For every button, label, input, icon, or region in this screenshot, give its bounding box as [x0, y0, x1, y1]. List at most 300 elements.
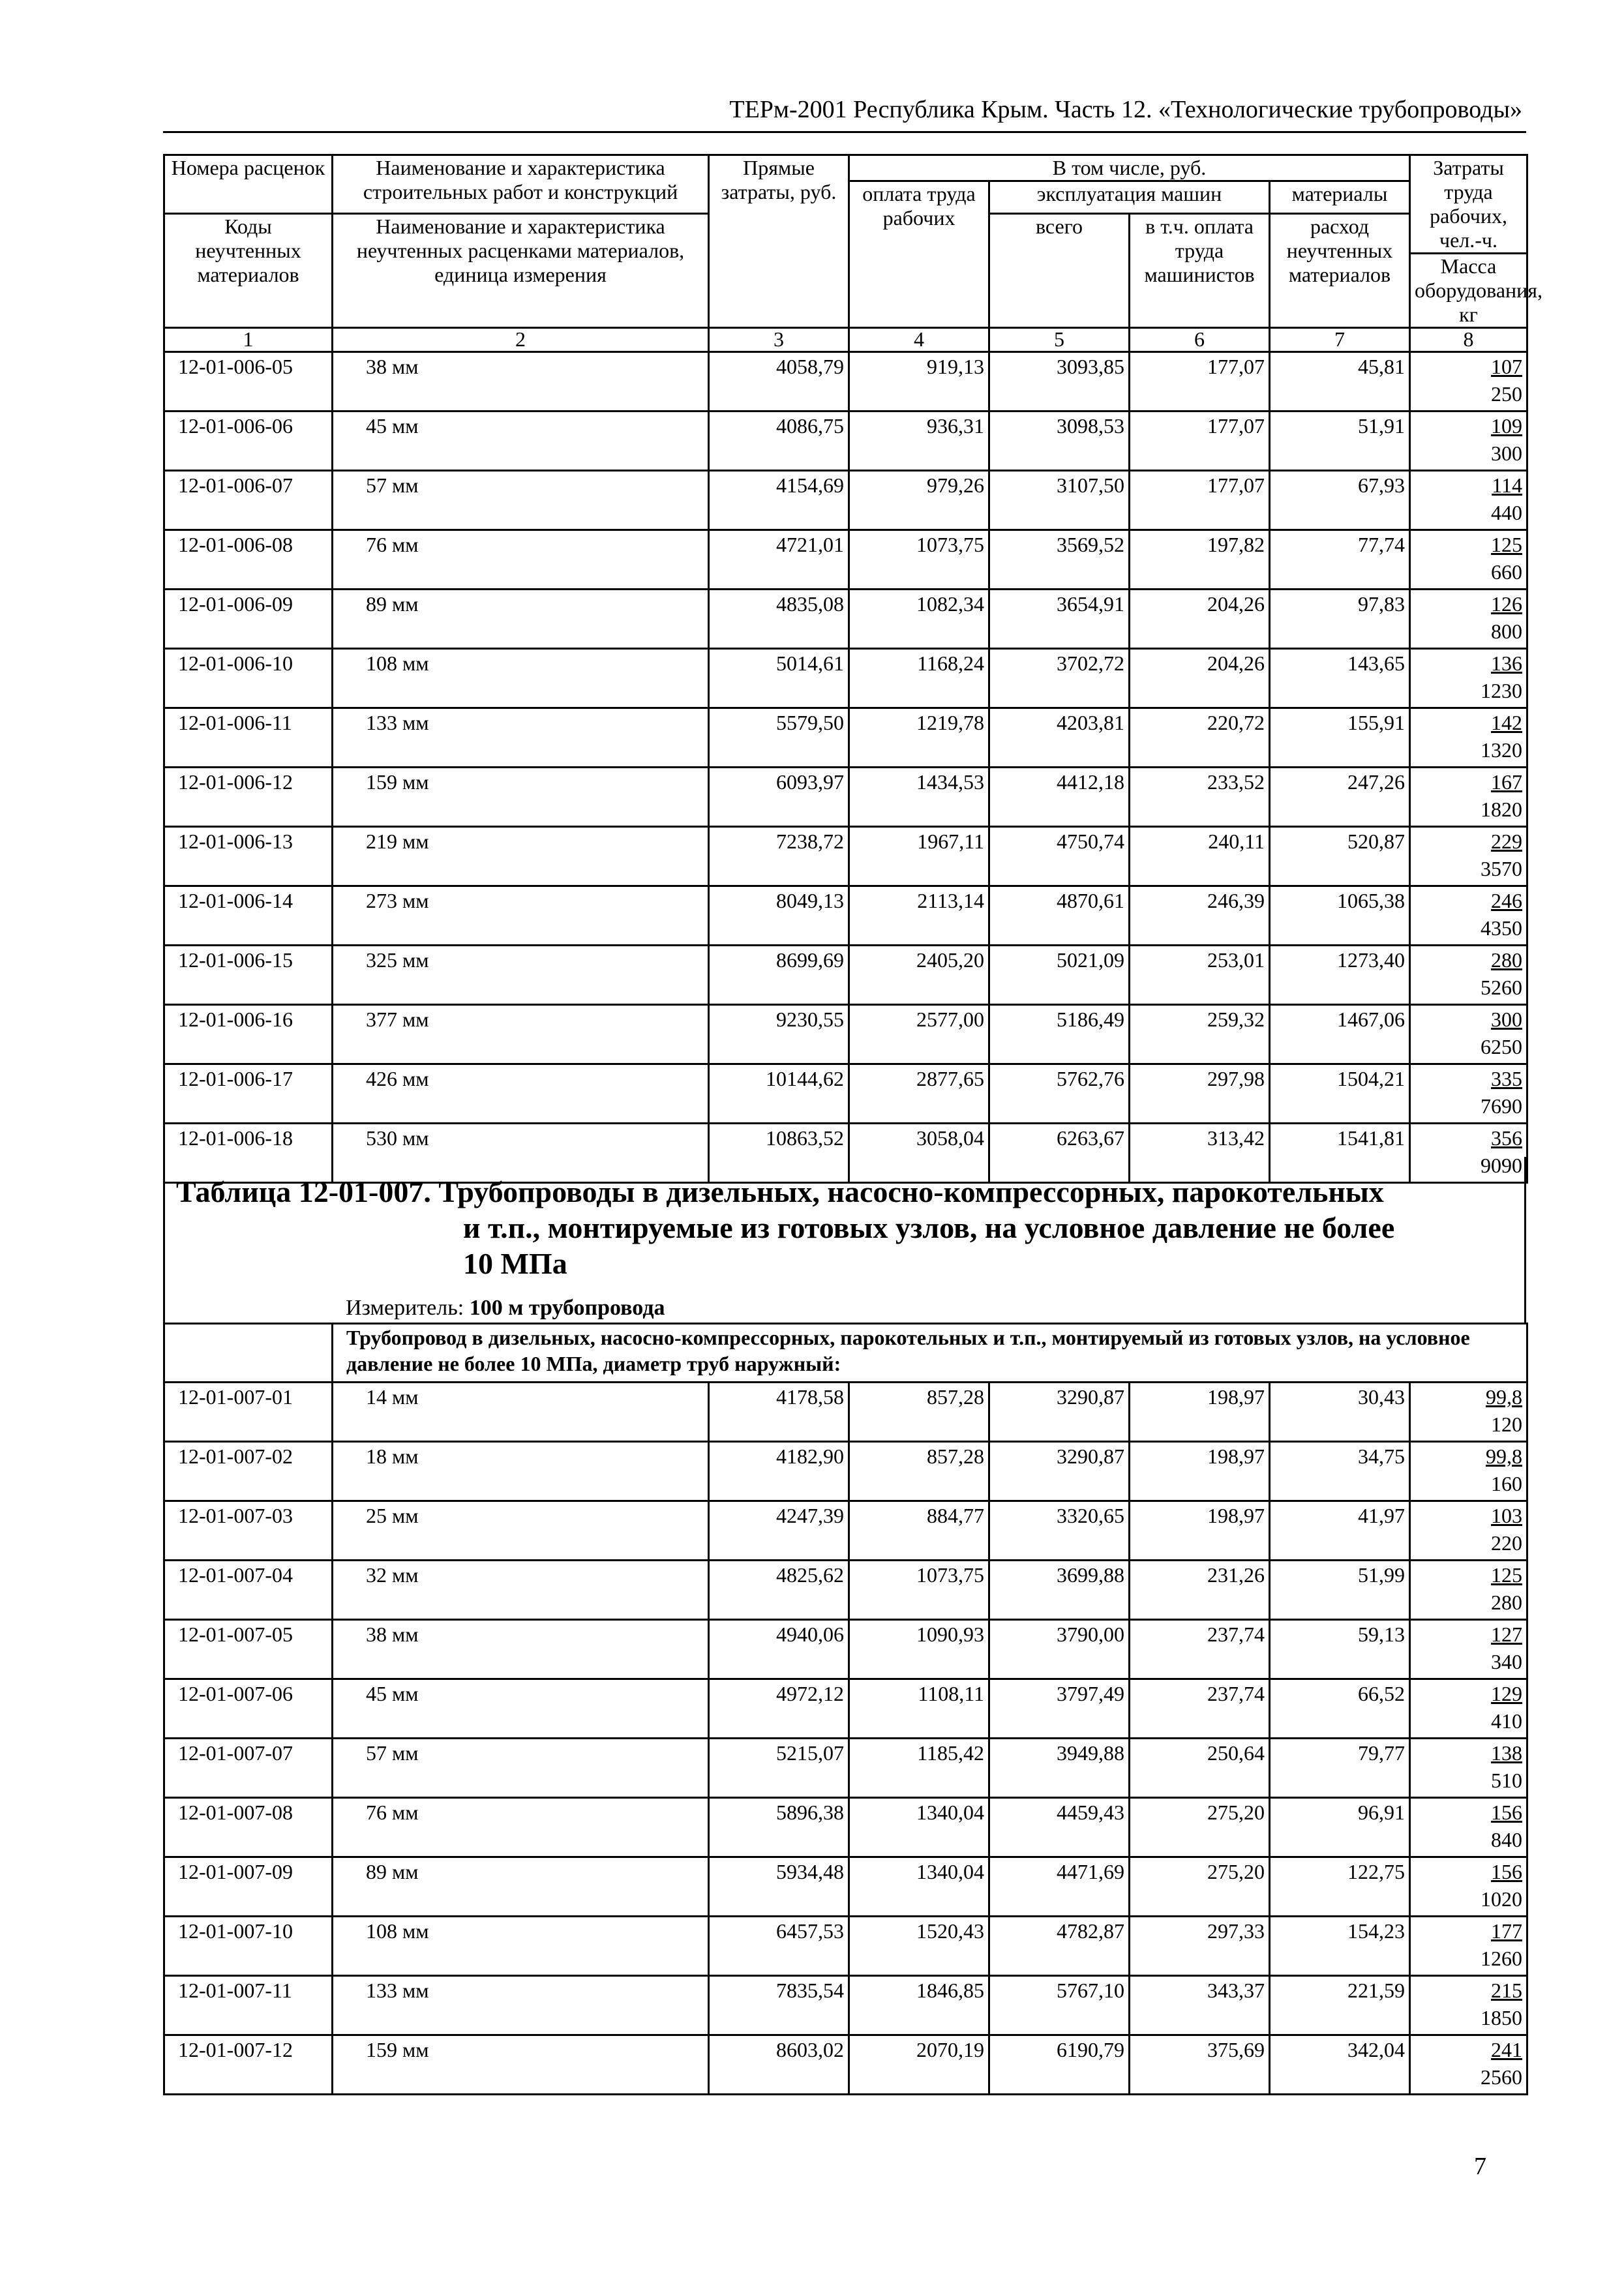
rate-code: 12-01-007-12: [164, 2035, 333, 2095]
labor-hours: 107: [1491, 355, 1523, 378]
col-number: 5: [989, 328, 1130, 352]
worker-pay: 2877,65: [849, 1064, 989, 1124]
equipment-mass: 440: [1491, 501, 1523, 524]
col-labor-hours-header: Затраты труда рабочих, чел.-ч.: [1410, 155, 1527, 254]
rate-code: 12-01-006-06: [164, 411, 333, 471]
operator-pay: 253,01: [1130, 946, 1270, 1005]
worker-pay: 2577,00: [849, 1005, 989, 1064]
equipment-mass: 800: [1491, 620, 1523, 643]
direct-costs: 5896,38: [709, 1798, 849, 1857]
direct-costs: 10863,52: [709, 1124, 849, 1183]
hours-and-mass: [1410, 1383, 1527, 1442]
worker-pay: 1219,78: [849, 708, 989, 768]
labor-hours: 167: [1491, 770, 1523, 794]
col-machines-total-header: всего: [989, 213, 1130, 328]
rate-code: 12-01-007-05: [164, 1620, 333, 1679]
item-name: 57 мм: [333, 1739, 709, 1798]
hours-and-mass: [1410, 1857, 1527, 1917]
rate-code: 12-01-007-07: [164, 1739, 333, 1798]
equipment-mass: 1850: [1481, 2006, 1523, 2029]
direct-costs: 4972,12: [709, 1679, 849, 1739]
item-name: 32 мм: [333, 1561, 709, 1620]
operator-pay: 297,98: [1130, 1064, 1270, 1124]
rate-code: 12-01-007-11: [164, 1976, 333, 2035]
worker-pay: 2405,20: [849, 946, 989, 1005]
worker-pay: 1168,24: [849, 649, 989, 708]
material-usage: 34,75: [1270, 1442, 1410, 1501]
hours-and-mass: [1410, 411, 1527, 471]
labor-hours: 136: [1491, 651, 1523, 675]
material-usage: 41,97: [1270, 1501, 1410, 1561]
item-name: 38 мм: [333, 1620, 709, 1679]
item-name: 108 мм: [333, 649, 709, 708]
equipment-mass: 160: [1491, 1472, 1523, 1495]
worker-pay: 919,13: [849, 352, 989, 411]
table-row: [164, 1857, 1527, 1917]
machines-total: 3797,49: [989, 1679, 1130, 1739]
table-1-body: [164, 352, 1527, 1183]
direct-costs: 4086,75: [709, 411, 849, 471]
table-row: [164, 768, 1527, 827]
section-title: [176, 1174, 1513, 1281]
table-row: [164, 1798, 1527, 1857]
rate-code: 12-01-006-07: [164, 471, 333, 530]
hours-and-mass: [1410, 1442, 1527, 1501]
hours-and-mass: [1410, 768, 1527, 827]
material-usage: 1541,81: [1270, 1124, 1410, 1183]
operator-pay: 233,52: [1130, 768, 1270, 827]
item-name: 57 мм: [333, 471, 709, 530]
operator-pay: 313,42: [1130, 1124, 1270, 1183]
machines-total: 4459,43: [989, 1798, 1130, 1857]
material-usage: 143,65: [1270, 649, 1410, 708]
direct-costs: 4247,39: [709, 1501, 849, 1561]
hours-and-mass: [1410, 1561, 1527, 1620]
table-row: [164, 1620, 1527, 1679]
labor-hours: 129: [1491, 1682, 1523, 1705]
equipment-mass: 340: [1491, 1650, 1523, 1673]
direct-costs: 5215,07: [709, 1739, 849, 1798]
equipment-mass: 5260: [1481, 976, 1523, 999]
worker-pay: 979,26: [849, 471, 989, 530]
machines-total: 5767,10: [989, 1976, 1130, 2035]
measure-label: Измеритель:: [346, 1296, 464, 1320]
rate-code: 12-01-007-03: [164, 1501, 333, 1561]
measure-unit: [346, 1295, 665, 1321]
machines-total: 3569,52: [989, 530, 1130, 590]
direct-costs: 4721,01: [709, 530, 849, 590]
direct-costs: 5579,50: [709, 708, 849, 768]
equipment-mass: 300: [1491, 441, 1523, 465]
operator-pay: 198,97: [1130, 1501, 1270, 1561]
table-row: [164, 590, 1527, 649]
hours-and-mass: [1410, 590, 1527, 649]
equipment-mass: 120: [1491, 1413, 1523, 1436]
equipment-mass: 1260: [1481, 1947, 1523, 1970]
labor-hours: 127: [1491, 1623, 1523, 1646]
material-usage: 79,77: [1270, 1739, 1410, 1798]
material-usage: 247,26: [1270, 768, 1410, 827]
col-work-name-header: Наименование и характеристика строительных работ и конструкций: [333, 155, 709, 214]
labor-hours: 99,8: [1486, 1385, 1523, 1409]
table-row: [164, 1383, 1527, 1442]
operator-pay: 231,26: [1130, 1561, 1270, 1620]
hours-and-mass: [1410, 649, 1527, 708]
machines-total: 3654,91: [989, 590, 1130, 649]
direct-costs: 9230,55: [709, 1005, 849, 1064]
equipment-mass: 4350: [1481, 916, 1523, 940]
direct-costs: 4825,62: [709, 1561, 849, 1620]
item-name: 133 мм: [333, 1976, 709, 2035]
col-rate-numbers-header: Номера расценок: [164, 155, 333, 214]
machines-total: 4471,69: [989, 1857, 1130, 1917]
labor-hours: 356: [1491, 1126, 1523, 1150]
equipment-mass: 1230: [1481, 679, 1523, 702]
equipment-mass: 280: [1491, 1591, 1523, 1614]
operator-pay: 250,64: [1130, 1739, 1270, 1798]
operator-pay: 177,07: [1130, 411, 1270, 471]
item-name: 325 мм: [333, 946, 709, 1005]
worker-pay: 1340,04: [849, 1857, 989, 1917]
item-name: 219 мм: [333, 827, 709, 886]
machines-total: 3790,00: [989, 1620, 1130, 1679]
material-usage: 66,52: [1270, 1679, 1410, 1739]
table-row: [164, 352, 1527, 411]
labor-hours: 241: [1491, 2038, 1523, 2061]
table-row: [164, 471, 1527, 530]
table-row: [164, 1501, 1527, 1561]
operator-pay: 177,07: [1130, 471, 1270, 530]
operator-pay: 375,69: [1130, 2035, 1270, 2095]
material-usage: 45,81: [1270, 352, 1410, 411]
hours-and-mass: [1410, 827, 1527, 886]
direct-costs: 4154,69: [709, 471, 849, 530]
table-row: [164, 827, 1527, 886]
group-code-cell: [164, 1324, 333, 1383]
col-number: 8: [1410, 328, 1527, 352]
labor-hours: 335: [1491, 1067, 1523, 1090]
table-row: [164, 649, 1527, 708]
machines-total: 5762,76: [989, 1064, 1130, 1124]
material-usage: 67,93: [1270, 471, 1410, 530]
material-usage: 342,04: [1270, 2035, 1410, 2095]
rate-code: 12-01-006-10: [164, 649, 333, 708]
operator-pay: 237,74: [1130, 1620, 1270, 1679]
material-usage: 30,43: [1270, 1383, 1410, 1442]
document-title: ТЕРм-2001 Республика Крым. Часть 12. «Технологические трубопроводы»: [729, 96, 1522, 123]
section-title-line-1: Таблица 12-01-007. Трубопроводы в дизельных, насосно-компрессорных, парокотельных: [176, 1175, 1384, 1208]
machines-total: 4203,81: [989, 708, 1130, 768]
col-number: 1: [164, 328, 333, 352]
material-usage: 51,99: [1270, 1561, 1410, 1620]
material-usage: 51,91: [1270, 411, 1410, 471]
section-title-line-2: и т.п., монтируемые из готовых узлов, на условное давление не более: [463, 1211, 1395, 1244]
item-name: 76 мм: [333, 530, 709, 590]
direct-costs: 8603,02: [709, 2035, 849, 2095]
col-number: 4: [849, 328, 989, 352]
worker-pay: 1090,93: [849, 1620, 989, 1679]
equipment-mass: 2560: [1481, 2065, 1523, 2089]
operator-pay: 204,26: [1130, 590, 1270, 649]
machines-total: 3699,88: [989, 1561, 1130, 1620]
hours-and-mass: [1410, 1976, 1527, 2035]
rate-code: 12-01-006-15: [164, 946, 333, 1005]
labor-hours: 114: [1492, 473, 1523, 497]
page-number: 7: [1474, 2153, 1486, 2180]
item-name: 38 мм: [333, 352, 709, 411]
item-name: 89 мм: [333, 1857, 709, 1917]
rate-code: 12-01-006-05: [164, 352, 333, 411]
price-table-1: [163, 154, 1542, 1184]
col-direct-costs-header: Прямые затраты, руб.: [709, 155, 849, 328]
rate-code: 12-01-007-06: [164, 1679, 333, 1739]
operator-pay: 177,07: [1130, 352, 1270, 411]
hours-and-mass: [1410, 530, 1527, 590]
rate-code: 12-01-006-08: [164, 530, 333, 590]
equipment-mass: 9090: [1481, 1154, 1523, 1177]
worker-pay: 1434,53: [849, 768, 989, 827]
item-name: 530 мм: [333, 1124, 709, 1183]
material-usage: 122,75: [1270, 1857, 1410, 1917]
item-name: 273 мм: [333, 886, 709, 946]
worker-pay: 1340,04: [849, 1798, 989, 1857]
direct-costs: 8699,69: [709, 946, 849, 1005]
equipment-mass: 510: [1491, 1769, 1523, 1792]
item-name: 426 мм: [333, 1064, 709, 1124]
col-material-codes-header: Коды неучтенных материалов: [164, 213, 333, 328]
machines-total: 3320,65: [989, 1501, 1130, 1561]
rate-code: 12-01-006-13: [164, 827, 333, 886]
operator-pay: 297,33: [1130, 1917, 1270, 1976]
col-machines-header: эксплуатация машин: [989, 181, 1270, 214]
equipment-mass: 1320: [1481, 738, 1523, 762]
labor-hours: 246: [1491, 889, 1523, 912]
operator-pay: 237,74: [1130, 1679, 1270, 1739]
item-name: 76 мм: [333, 1798, 709, 1857]
machines-total: 3107,50: [989, 471, 1130, 530]
labor-hours: 215: [1491, 1979, 1523, 2002]
worker-pay: 884,77: [849, 1501, 989, 1561]
table-row: [164, 411, 1527, 471]
table-row: [164, 946, 1527, 1005]
direct-costs: 4178,58: [709, 1383, 849, 1442]
hours-and-mass: [1410, 2035, 1527, 2095]
worker-pay: 1073,75: [849, 1561, 989, 1620]
direct-costs: 4182,90: [709, 1442, 849, 1501]
rate-code: 12-01-006-17: [164, 1064, 333, 1124]
item-name: 45 мм: [333, 411, 709, 471]
item-name: 133 мм: [333, 708, 709, 768]
labor-hours: 99,8: [1486, 1444, 1523, 1468]
table-2-body: [164, 1383, 1527, 2095]
material-usage: 77,74: [1270, 530, 1410, 590]
item-name: 377 мм: [333, 1005, 709, 1064]
direct-costs: 4058,79: [709, 352, 849, 411]
direct-costs: 5934,48: [709, 1857, 849, 1917]
material-usage: 1273,40: [1270, 946, 1410, 1005]
worker-pay: 1185,42: [849, 1739, 989, 1798]
hours-and-mass: [1410, 1798, 1527, 1857]
labor-hours: 125: [1491, 533, 1523, 556]
col-operator-pay-header: в т.ч. оплата труда машинистов: [1130, 213, 1270, 328]
machines-total: 4412,18: [989, 768, 1130, 827]
labor-hours: 138: [1491, 1741, 1523, 1765]
equipment-mass: 410: [1491, 1709, 1523, 1733]
worker-pay: 1073,75: [849, 530, 989, 590]
table-row: [164, 1442, 1527, 1501]
table-row: [164, 1064, 1527, 1124]
operator-pay: 197,82: [1130, 530, 1270, 590]
rate-code: 12-01-007-09: [164, 1857, 333, 1917]
col-material-usage-header: расход неучтенных материалов: [1270, 213, 1410, 328]
operator-pay: 220,72: [1130, 708, 1270, 768]
rate-code: 12-01-007-10: [164, 1917, 333, 1976]
machines-total: 3290,87: [989, 1383, 1130, 1442]
worker-pay: 857,28: [849, 1383, 989, 1442]
equipment-mass: 1820: [1481, 798, 1523, 821]
operator-pay: 198,97: [1130, 1383, 1270, 1442]
rate-code: 12-01-007-02: [164, 1442, 333, 1501]
machines-total: 6263,67: [989, 1124, 1130, 1183]
measure-value: 100 м трубопровода: [469, 1296, 665, 1320]
machines-total: 4750,74: [989, 827, 1130, 886]
machines-total: 5021,09: [989, 946, 1130, 1005]
hours-and-mass: [1410, 352, 1527, 411]
direct-costs: 4940,06: [709, 1620, 849, 1679]
table-row: [164, 530, 1527, 590]
table-row: [164, 1005, 1527, 1064]
operator-pay: 275,20: [1130, 1857, 1270, 1917]
labor-hours: 109: [1491, 414, 1523, 438]
price-table-2: [163, 1323, 1528, 2095]
worker-pay: 936,31: [849, 411, 989, 471]
hours-and-mass: [1410, 946, 1527, 1005]
machines-total: 3290,87: [989, 1442, 1130, 1501]
table-row: [164, 1679, 1527, 1739]
labor-hours: 177: [1491, 1919, 1523, 1943]
equipment-mass: 1020: [1481, 1887, 1523, 1911]
col-number: 3: [709, 328, 849, 352]
machines-total: 3098,53: [989, 411, 1130, 471]
direct-costs: 10144,62: [709, 1064, 849, 1124]
col-materials-header: материалы: [1270, 181, 1410, 214]
worker-pay: 1108,11: [849, 1679, 989, 1739]
table-row: [164, 1561, 1527, 1620]
table-row: [164, 1739, 1527, 1798]
hours-and-mass: [1410, 1679, 1527, 1739]
labor-hours: 125: [1491, 1563, 1523, 1587]
rate-code: 12-01-007-01: [164, 1383, 333, 1442]
hours-and-mass: [1410, 1501, 1527, 1561]
machines-total: 3702,72: [989, 649, 1130, 708]
machines-total: 5186,49: [989, 1005, 1130, 1064]
operator-pay: 259,32: [1130, 1005, 1270, 1064]
direct-costs: 6093,97: [709, 768, 849, 827]
material-usage: 97,83: [1270, 590, 1410, 649]
material-usage: 1065,38: [1270, 886, 1410, 946]
col-including-header: В том числе, руб.: [849, 155, 1410, 181]
operator-pay: 240,11: [1130, 827, 1270, 886]
worker-pay: 1846,85: [849, 1976, 989, 2035]
direct-costs: 4835,08: [709, 590, 849, 649]
direct-costs: 7835,54: [709, 1976, 849, 2035]
material-usage: 221,59: [1270, 1976, 1410, 2035]
labor-hours: 142: [1491, 711, 1523, 734]
rate-code: 12-01-006-18: [164, 1124, 333, 1183]
labor-hours: 126: [1491, 592, 1523, 616]
item-name: 89 мм: [333, 590, 709, 649]
labor-hours: 156: [1491, 1860, 1523, 1883]
labor-hours: 300: [1491, 1008, 1523, 1031]
col-number: 7: [1270, 328, 1410, 352]
rate-code: 12-01-006-09: [164, 590, 333, 649]
hours-and-mass: [1410, 1620, 1527, 1679]
worker-pay: 857,28: [849, 1442, 989, 1501]
worker-pay: 1082,34: [849, 590, 989, 649]
labor-hours: 156: [1491, 1801, 1523, 1824]
hours-and-mass: [1410, 1917, 1527, 1976]
table-row: [164, 2035, 1527, 2095]
page-header: [163, 91, 1526, 133]
rate-code: 12-01-006-12: [164, 768, 333, 827]
equipment-mass: 7690: [1481, 1094, 1523, 1118]
direct-costs: 6457,53: [709, 1917, 849, 1976]
operator-pay: 275,20: [1130, 1798, 1270, 1857]
worker-pay: 2113,14: [849, 886, 989, 946]
worker-pay: 3058,04: [849, 1124, 989, 1183]
equipment-mass: 660: [1491, 560, 1523, 584]
material-usage: 520,87: [1270, 827, 1410, 886]
worker-pay: 1967,11: [849, 827, 989, 886]
material-usage: 1467,06: [1270, 1005, 1410, 1064]
equipment-mass: 250: [1491, 382, 1523, 406]
hours-and-mass: [1410, 1005, 1527, 1064]
item-name: 18 мм: [333, 1442, 709, 1501]
direct-costs: 8049,13: [709, 886, 849, 946]
machines-total: 4782,87: [989, 1917, 1130, 1976]
hours-and-mass: [1410, 471, 1527, 530]
material-usage: 154,23: [1270, 1917, 1410, 1976]
labor-hours: 103: [1491, 1504, 1523, 1527]
machines-total: 3949,88: [989, 1739, 1130, 1798]
material-usage: 59,13: [1270, 1620, 1410, 1679]
table-row: [164, 886, 1527, 946]
hours-and-mass: [1410, 1739, 1527, 1798]
operator-pay: 198,97: [1130, 1442, 1270, 1501]
table-row: [164, 1976, 1527, 2035]
machines-total: 3093,85: [989, 352, 1130, 411]
item-name: 45 мм: [333, 1679, 709, 1739]
item-name: 159 мм: [333, 768, 709, 827]
operator-pay: 246,39: [1130, 886, 1270, 946]
rate-code: 12-01-007-08: [164, 1798, 333, 1857]
rate-code: 12-01-006-16: [164, 1005, 333, 1064]
table-row: [164, 708, 1527, 768]
col-equipment-mass-header: Масса оборудования, кг: [1410, 254, 1527, 328]
rate-code: 12-01-007-04: [164, 1561, 333, 1620]
item-name: 14 мм: [333, 1383, 709, 1442]
item-name: 108 мм: [333, 1917, 709, 1976]
worker-pay: 1520,43: [849, 1917, 989, 1976]
rate-code: 12-01-006-11: [164, 708, 333, 768]
equipment-mass: 3570: [1481, 857, 1523, 880]
material-usage: 155,91: [1270, 708, 1410, 768]
section-title-line-3: 10 МПа: [463, 1247, 567, 1280]
table-row: [164, 1917, 1527, 1976]
equipment-mass: 840: [1491, 1828, 1523, 1851]
labor-hours: 280: [1491, 948, 1523, 972]
worker-pay: 2070,19: [849, 2035, 989, 2095]
